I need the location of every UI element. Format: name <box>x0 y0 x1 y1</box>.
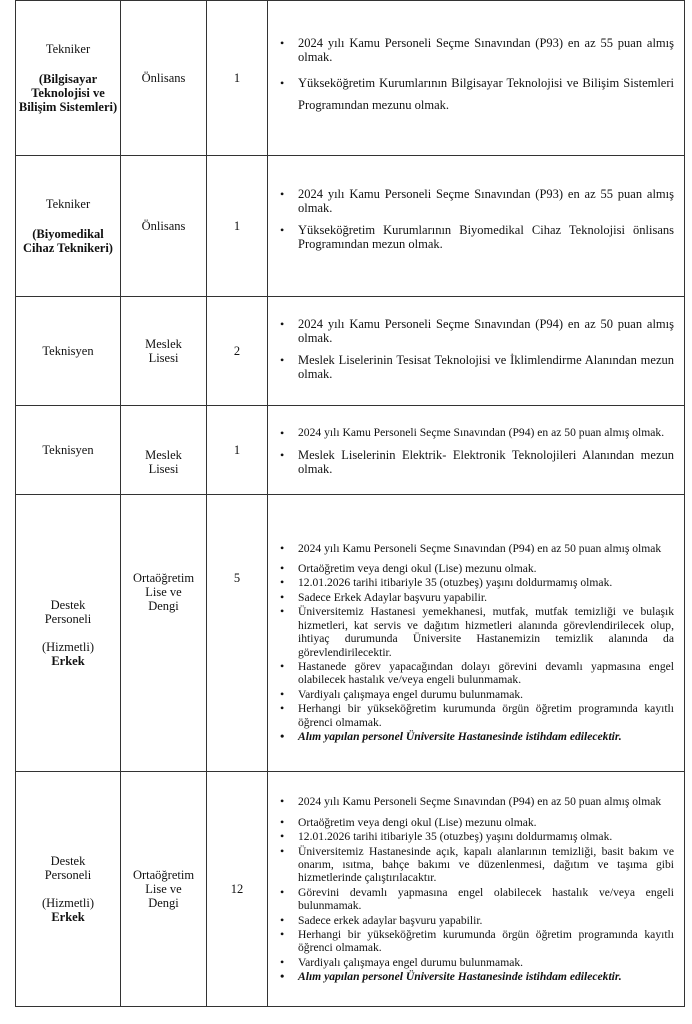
list-item: • Ortaöğretim veya dengi okul (Lise) mezunu olmak. <box>298 816 674 829</box>
requirements-cell <box>268 1 685 156</box>
position-count: 2 <box>207 297 268 406</box>
list-item: • 2024 yılı Kamu Personeli Seçme Sınavından (P94) en az 50 puan almış olmak <box>298 542 674 555</box>
table-row <box>16 1 685 156</box>
position-subtitle: (Biyomedikal Cihaz Teknikeri) <box>23 227 113 255</box>
position-title: Teknisyen <box>42 344 94 358</box>
education-level: Meslek Lisesi <box>121 297 207 406</box>
list-item: • Herhangi bir yükseköğretim kurumunda örgün öğretim programında kayıtlı öğrenci olmamak. <box>298 702 674 729</box>
requirements-list <box>268 516 684 751</box>
education-level: Ortaöğretim Lise ve Dengi <box>121 772 207 1007</box>
list-item: • Görevini devamlı yapmasına engel olabilecek hastalık ve/veya engeli bulunmamak. <box>298 886 674 913</box>
list-item: • Üniversitemiz Hastanesi yemekhanesi, mutfak, mutfak temizliği ve bulaşık hizmetleri, kat servis ve dağıtım hizmetleri alanında görevlendirilecek olup, ihtiyaç durumunda Üniversite Hastanemizin temizlik alanında da görevlendirilecektir. <box>298 605 674 659</box>
education-level: Önlisans <box>121 1 207 156</box>
requirements-list <box>268 787 684 990</box>
requirements-cell <box>268 156 685 297</box>
list-item: • Üniversitemiz Hastanesinde açık, kapalı alanlarının temizliği, basit bakım ve onarım, ısıtma, bahçe bakımı ve düzenlenmesi, dağıtım ve taşıma gibi hizmetlerinde çalıştırılacaktır. <box>298 845 674 885</box>
education-level: Ortaöğretim Lise ve Dengi <box>121 495 207 772</box>
requirements-cell <box>268 297 685 406</box>
position-title: Teknisyen <box>42 443 94 457</box>
position-cell <box>16 1 121 156</box>
list-item: • Sadece Erkek Adaylar başvuru yapabilir. <box>298 591 674 604</box>
position-count: 1 <box>207 1 268 156</box>
requirements-list <box>268 26 684 130</box>
position-cell <box>16 495 121 772</box>
position-title: Tekniker <box>45 197 91 211</box>
table-row <box>16 156 685 297</box>
list-item: • Yükseköğretim Kurumlarının Bilgisayar Teknolojisi ve Bilişim Sistemleri Programından mezunu olmak. <box>298 72 674 116</box>
position-subtitle: (Hizmetli) <box>41 896 95 910</box>
position-gender: Erkek <box>51 910 85 924</box>
list-item: • 12.01.2026 tarihi itibariyle 35 (otuzbeş) yaşını doldurmamış olmak. <box>298 830 674 843</box>
list-item: • Meslek Liselerinin Elektrik- Elektronik Teknolojileri Alanından mezun olmak. <box>298 448 674 476</box>
list-item: • 2024 yılı Kamu Personeli Seçme Sınavından (P93) en az 55 puan almış olmak. <box>298 187 674 215</box>
position-subtitle: (Hizmetli) <box>41 640 95 654</box>
list-item: • Yükseköğretim Kurumlarının Biyomedikal Cihaz Teknolojisi önlisans Programından mezun olmak. <box>298 223 674 251</box>
list-item: • Vardiyalı çalışmaya engel durumu bulunmamak. <box>298 688 674 701</box>
list-item: • 2024 yılı Kamu Personeli Seçme Sınavından (P94) en az 50 puan almış olmak <box>298 795 674 808</box>
position-cell <box>16 406 121 495</box>
list-item: • 2024 yılı Kamu Personeli Seçme Sınavından (P94) en az 50 puan almış olmak. <box>298 426 674 440</box>
list-item: • Herhangi bir yükseköğretim kurumunda örgün öğretim programında kayıtlı öğrenci olmamak. <box>298 928 674 955</box>
list-item: • Meslek Liselerinin Tesisat Teknolojisi ve İklimlendirme Alanından mezun olmak. <box>298 353 674 381</box>
employment-note: • Alım yapılan personel Üniversite Hastanesinde istihdam edilecektir. <box>298 730 674 743</box>
list-item: • 2024 yılı Kamu Personeli Seçme Sınavından (P93) en az 55 puan almış olmak. <box>298 36 674 64</box>
position-count: 12 <box>207 772 268 1007</box>
position-cell <box>16 772 121 1007</box>
requirements-list <box>268 418 684 482</box>
table-row <box>16 495 685 772</box>
requirements-cell <box>268 495 685 772</box>
education-level: Önlisans <box>121 156 207 297</box>
position-cell <box>16 297 121 406</box>
table-row <box>16 297 685 406</box>
list-item: • Sadece erkek adaylar başvuru yapabilir. <box>298 914 674 927</box>
position-count: 5 <box>207 495 268 772</box>
list-item: • 12.01.2026 tarihi itibariyle 35 (otuzbeş) yaşını doldurmamış olmak. <box>298 576 674 589</box>
list-item: • 2024 yılı Kamu Personeli Seçme Sınavından (P94) en az 50 puan almış olmak. <box>298 317 674 345</box>
list-item: • Vardiyalı çalışmaya engel durumu bulunmamak. <box>298 956 674 969</box>
employment-note: • Alım yapılan personel Üniversite Hastanesinde istihdam edilecektir. <box>298 970 674 983</box>
requirements-cell <box>268 772 685 1007</box>
position-gender: Erkek <box>51 654 85 668</box>
position-title: Destek Personeli <box>44 598 92 626</box>
position-title: Tekniker <box>45 42 91 56</box>
requirements-list <box>268 307 684 395</box>
position-count: 1 <box>207 406 268 495</box>
job-positions-table <box>15 0 685 1007</box>
table-row <box>16 772 685 1007</box>
table-row <box>16 406 685 495</box>
requirements-cell <box>268 406 685 495</box>
position-title: Destek Personeli <box>44 854 92 882</box>
position-count: 1 <box>207 156 268 297</box>
list-item: • Hastanede görev yapacağından dolayı görevini devamlı yapmasına engel olabilecek hastalık ve/veya engeli bulunmamak. <box>298 660 674 687</box>
education-level: Meslek Lisesi <box>121 406 207 495</box>
requirements-list <box>268 187 684 265</box>
list-item: • Ortaöğretim veya dengi okul (Lise) mezunu olmak. <box>298 562 674 575</box>
position-cell <box>16 156 121 297</box>
position-subtitle: (Bilgisayar Teknolojisi ve Bilişim Sistemleri) <box>18 72 118 114</box>
